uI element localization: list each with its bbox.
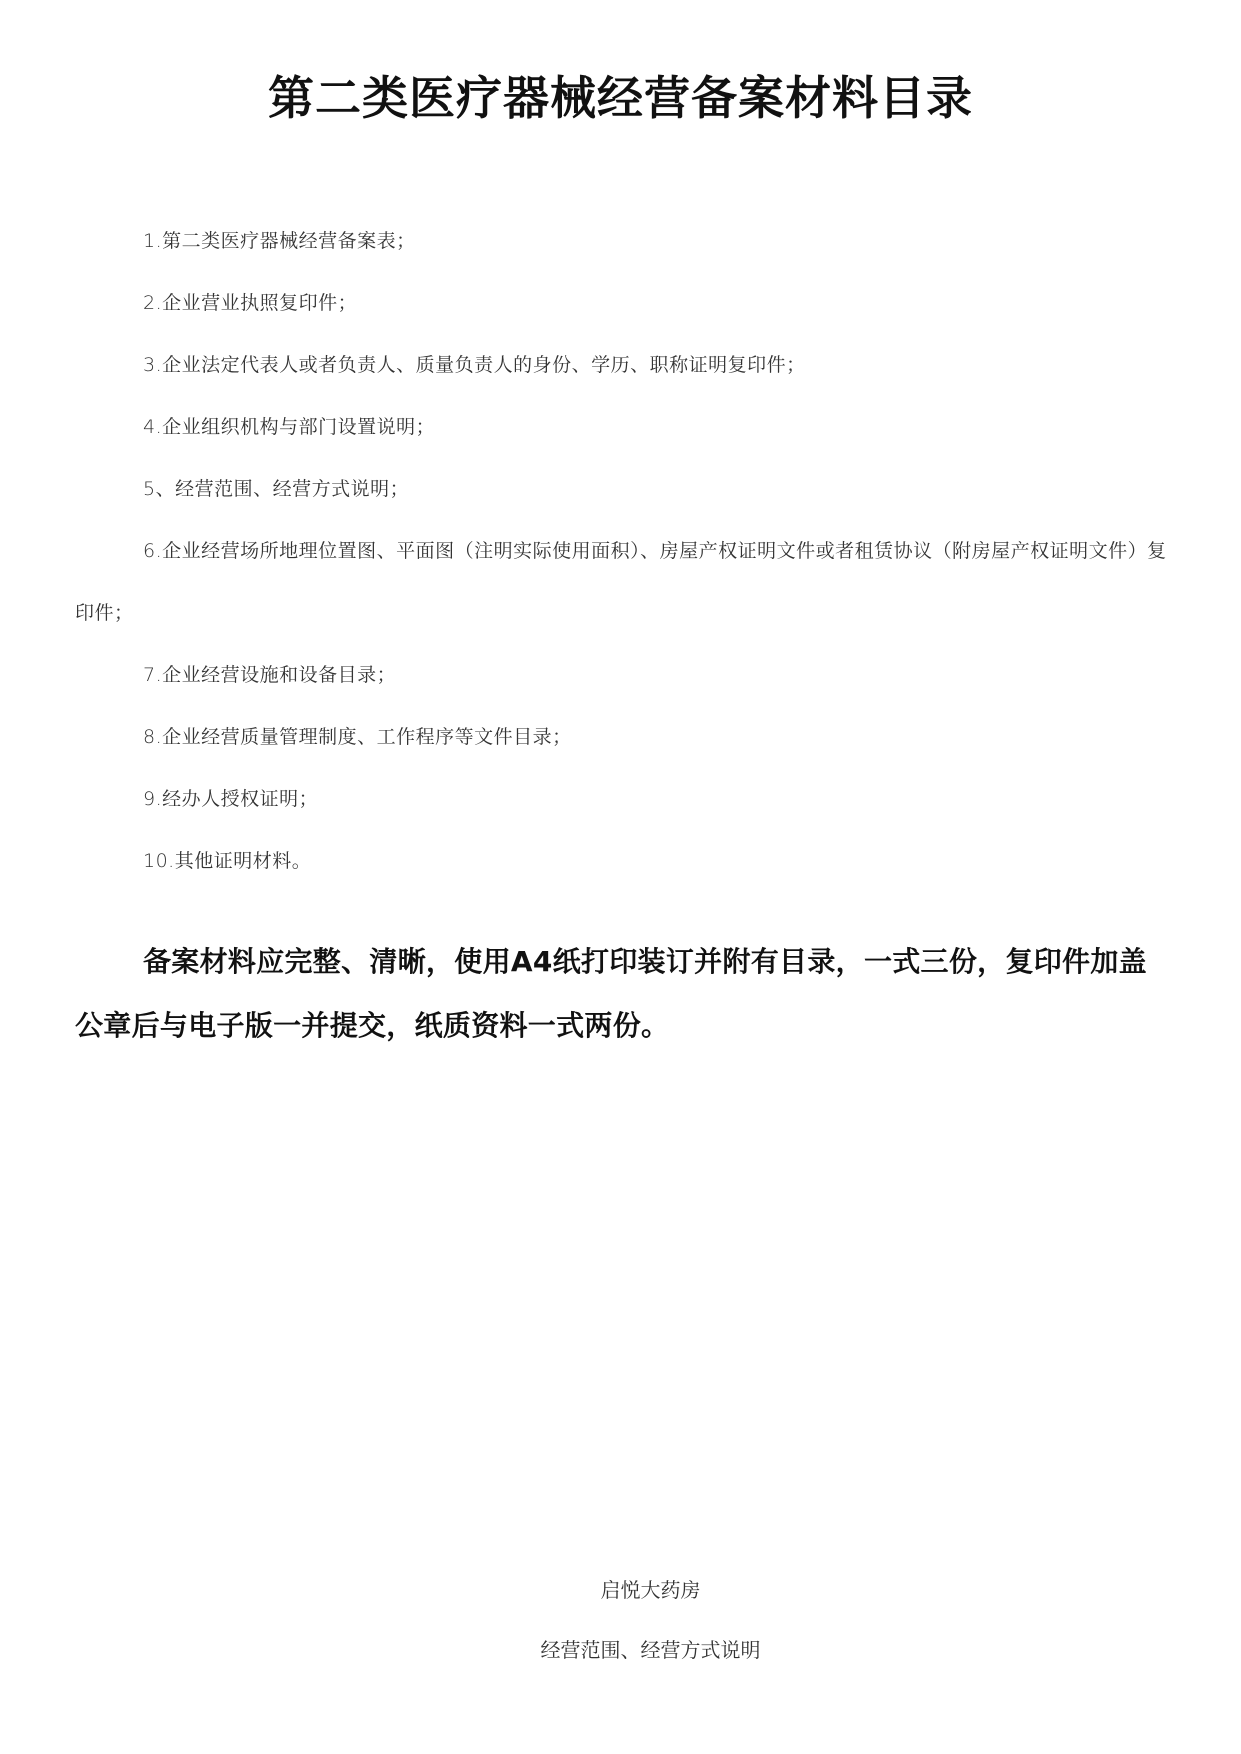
- submission-note: 备案材料应完整、清晰，使用A4纸打印装订并附有目录，一式三份，复印件加盖公章后与电子版一并提交，纸质资料一式两份。: [75, 945, 1147, 1042]
- list-item: 4.企业组织机构与部门设置说明；: [143, 416, 436, 438]
- list-item: 1.第二类医疗器械经营备案表；: [143, 230, 416, 252]
- materials-list: [75, 210, 1175, 892]
- list-item: 3.企业法定代表人或者负责人、质量负责人的身份、学历、职称证明复印件；: [143, 354, 806, 376]
- document-title: 第二类医疗器械经营备案材料目录: [268, 71, 973, 125]
- list-item: 9.经办人授权证明；: [143, 788, 319, 810]
- list-item: 5、经营范围、经营方式说明；: [143, 478, 410, 500]
- list-item: 8.企业经营质量管理制度、工作程序等文件目录；: [143, 726, 572, 748]
- list-item: 6.企业经营场所地理位置图、平面图（注明实际使用面积）、房屋产权证明文件或者租赁协议（附房屋产权证明文件）复印件；: [75, 540, 1167, 624]
- list-item: 2.企业营业执照复印件；: [143, 292, 358, 314]
- list-item: 7.企业经营设施和设备目录；: [143, 664, 397, 686]
- footer-section-title: 经营范围、经营方式说明: [540, 1638, 761, 1662]
- list-item: 10.其他证明材料。: [143, 850, 312, 872]
- footer-company-name: 启悦大药房: [600, 1578, 701, 1602]
